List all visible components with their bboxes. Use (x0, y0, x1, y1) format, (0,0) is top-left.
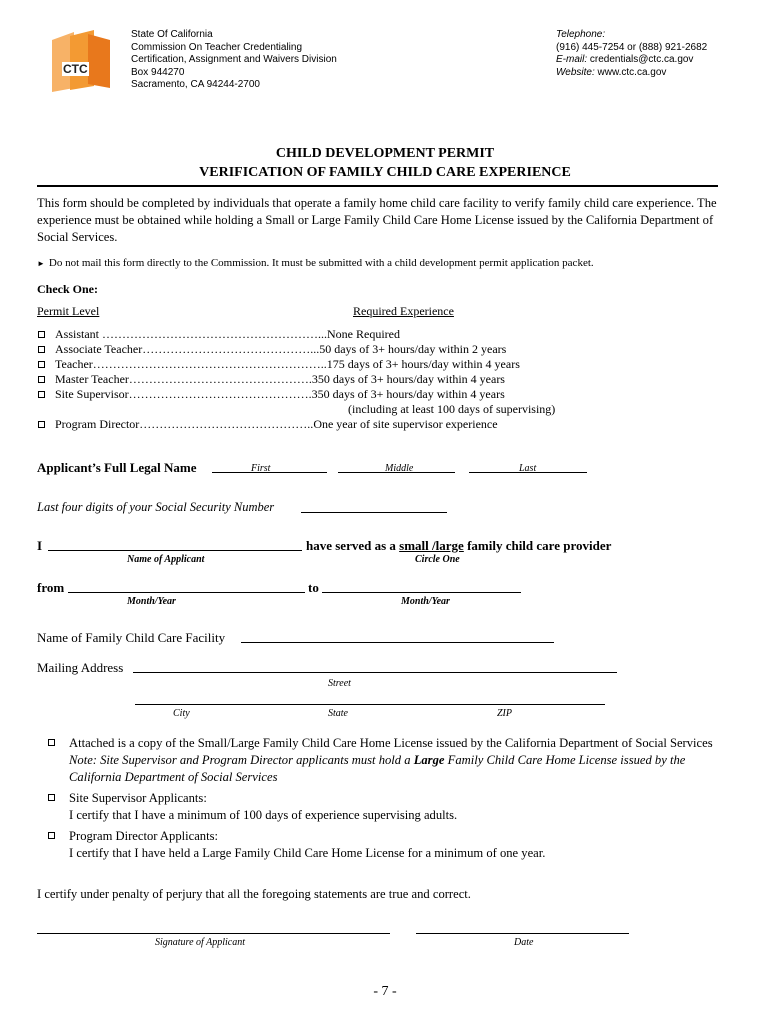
email[interactable]: credentials@ctc.ca.gov (589, 54, 694, 65)
website-label: Website: (556, 66, 595, 78)
checkbox[interactable] (38, 376, 45, 383)
attachment-option-site-supervisor[interactable] (48, 790, 738, 824)
check-one-label: Check One: (37, 282, 98, 296)
attachment-note-prefix: Note: Site Supervisor and Program Director applicants must hold a (69, 753, 411, 767)
permit-option-associate-teacher[interactable] (38, 342, 506, 357)
site-supervisor-title: Site Supervisor Applicants: (69, 791, 207, 805)
permit-label: Master Teacher………………………………………. (55, 372, 312, 386)
permit-option-site-supervisor[interactable] (38, 387, 505, 402)
agency-line: Box 944270 (131, 66, 185, 78)
city-caption: City (173, 708, 190, 719)
checkbox[interactable] (38, 331, 45, 338)
zip-caption: ZIP (497, 708, 512, 719)
permit-option-master-teacher[interactable] (38, 372, 505, 387)
attachment-license-text: Attached is a copy of the Small/Large Family Child Care Home License issued by the California Department of Social Services (69, 736, 713, 750)
from-month-year-caption: Month/Year (127, 596, 176, 607)
state-caption: State (328, 708, 348, 719)
served-text: have served as a (306, 538, 396, 553)
permit-option-program-director[interactable] (38, 417, 498, 432)
served-suffix: family child care provider (467, 538, 612, 553)
first-name-caption: First (251, 463, 271, 474)
permit-label: Site Supervisor………………………………………. (55, 387, 312, 401)
permit-requirement: One year of site supervisor experience (313, 417, 498, 431)
telephone: (916) 445-7254 or (888) 921-2682 (556, 41, 708, 53)
mailing-address-label: Mailing Address (37, 660, 124, 675)
permit-requirement: 350 days of 3+ hours/day within 4 years (311, 387, 505, 401)
permit-requirement: 350 days of 3+ hours/day within 4 years (311, 372, 505, 386)
checkbox[interactable] (38, 421, 45, 428)
program-director-title: Program Director Applicants: (69, 829, 218, 843)
site-supervisor-certify: I certify that I have a minimum of 100 days of experience supervising adults. (69, 808, 458, 822)
mailing-notice (37, 257, 594, 269)
street-field[interactable] (133, 672, 617, 673)
from-date-field[interactable] (68, 592, 305, 593)
attachment-note-suffix: Family Child Care Home License issued by the California Department of Social Services (69, 753, 686, 784)
permit-requirement: 175 days of 3+ hours/day within 4 years (326, 357, 520, 371)
intro-paragraph: This form should be completed by individuals that operate a family home child care facility to verify family child care experience. The experience must be obtained while holding a Small or Large Family Child Care Home License issued by the California Department of Social Services. (37, 196, 717, 244)
permit-requirement: None Required (327, 327, 400, 341)
checkbox[interactable] (38, 346, 45, 353)
date-caption: Date (514, 937, 534, 948)
facility-label: Name of Family Child Care Facility (37, 630, 226, 645)
page-number: - 7 - (373, 984, 397, 999)
from-label: from (37, 580, 65, 595)
attachment-option-program-director[interactable] (48, 828, 738, 862)
logo-text: CTC (63, 62, 88, 76)
applicant-name-label: Applicant’s Full Legal Name (37, 460, 197, 475)
email-label: E-mail: (556, 54, 588, 65)
date-field[interactable] (416, 933, 629, 934)
to-month-year-caption: Month/Year (401, 596, 450, 607)
title-line-1: CHILD DEVELOPMENT PERMIT (275, 146, 495, 161)
middle-name-caption: Middle (385, 463, 414, 474)
permit-label: Program Director…………………………………….. (55, 417, 314, 431)
ssn-label: Last four digits of your Social Security Number (37, 500, 275, 514)
small-large-choice[interactable]: small /large (399, 538, 464, 553)
to-label: to (308, 580, 319, 595)
permit-level-heading: Permit Level (37, 304, 100, 318)
ssn-field[interactable] (301, 512, 447, 513)
attachment-option-license[interactable] (48, 735, 738, 786)
contact-info (556, 29, 707, 79)
signature-caption: Signature of Applicant (155, 937, 245, 948)
city-state-zip-field[interactable] (135, 704, 605, 705)
served-prefix: I (37, 538, 43, 553)
required-experience-heading: Required Experience (353, 304, 454, 318)
to-date-field[interactable] (322, 592, 521, 593)
permit-label: Teacher………………………………………………….. (55, 357, 327, 371)
facility-name-field[interactable] (241, 642, 554, 643)
attachment-note-large: Large (413, 753, 445, 767)
agency-line: Certification, Assignment and Waivers Division (131, 54, 337, 65)
agency-address (131, 29, 337, 92)
last-name-caption: Last (519, 463, 537, 474)
name-of-applicant-caption: Name of Applicant (127, 554, 205, 565)
telephone-label: Telephone: (556, 29, 606, 40)
form-title (0, 144, 770, 182)
program-director-certify: I certify that I have held a Large Family Child Care Home License for a minimum of one year. (69, 846, 546, 860)
signature-field[interactable] (37, 933, 390, 934)
permit-label: Assistant ………………………………………………... (55, 327, 328, 341)
notice-text: Do not mail this form directly to the Commission. It must be submitted with a child development permit application packet. (48, 257, 594, 269)
permit-requirement-note: (including at least 100 days of supervising) (348, 402, 556, 416)
agency-line: Commission On Teacher Credentialing (131, 41, 303, 53)
checkbox[interactable] (38, 361, 45, 368)
title-rule (37, 185, 718, 187)
permit-option-teacher[interactable] (38, 357, 520, 372)
arrow-icon: ► (37, 259, 45, 268)
website[interactable]: www.ctc.ca.gov (597, 66, 667, 78)
checkbox[interactable] (48, 739, 55, 746)
street-caption: Street (328, 678, 351, 689)
permit-label: Associate Teacher……………………………………... (55, 342, 320, 356)
checkbox[interactable] (48, 794, 55, 801)
title-line-2: VERIFICATION OF FAMILY CHILD CARE EXPERIENCE (199, 165, 571, 180)
circle-one-caption: Circle One (415, 554, 460, 565)
checkbox[interactable] (38, 391, 45, 398)
permit-option-assistant[interactable] (38, 327, 400, 342)
permit-requirement: 50 days of 3+ hours/day within 2 years (319, 342, 507, 356)
applicant-name-field[interactable] (48, 550, 302, 551)
served-statement (306, 538, 611, 554)
agency-line: Sacramento, CA 94244-2700 (131, 79, 260, 90)
perjury-statement: I certify under penalty of perjury that all the foregoing statements are true and correct. (37, 887, 471, 901)
checkbox[interactable] (48, 832, 55, 839)
ctc-logo (44, 30, 116, 94)
agency-line: State Of California (131, 29, 213, 40)
